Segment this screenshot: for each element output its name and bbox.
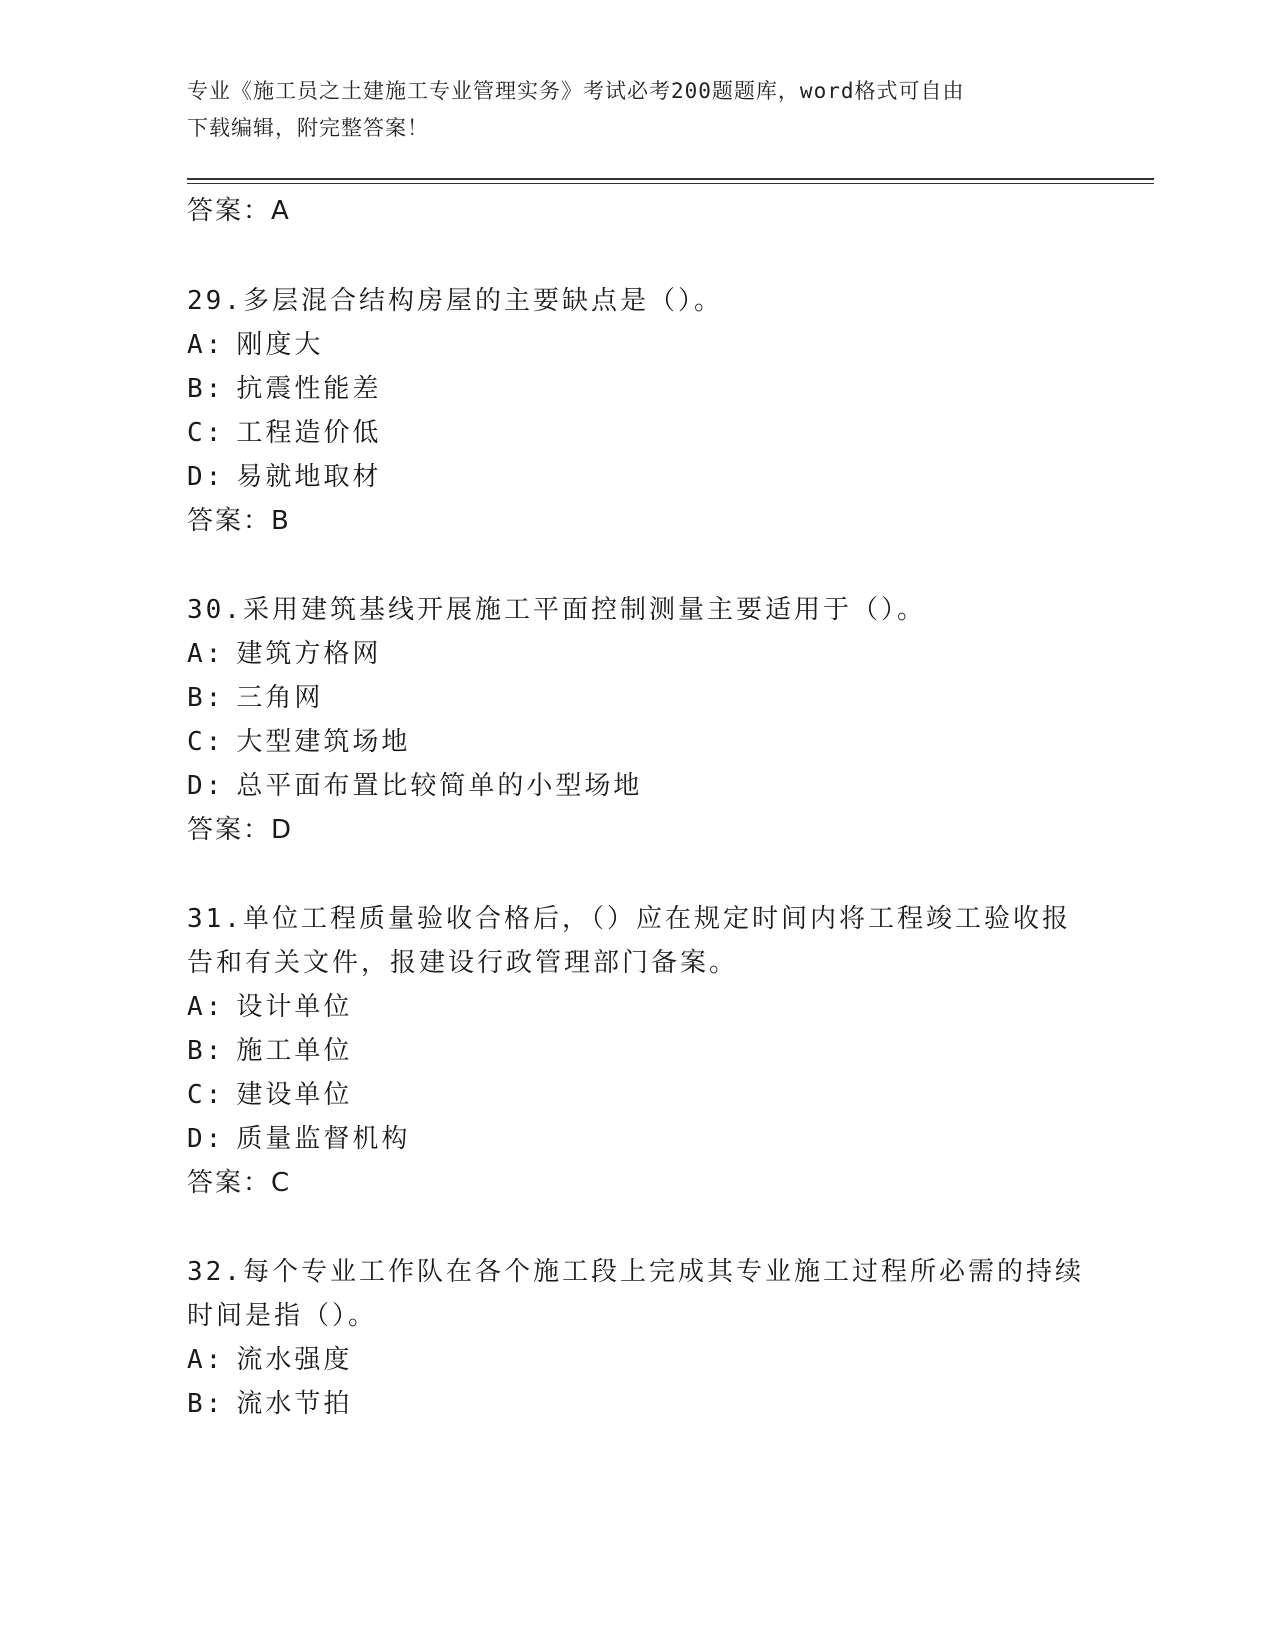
option-d — [187, 1121, 1087, 1157]
question-stem-continued: 时间是指（）。 — [187, 1301, 378, 1331]
question-stem: 32.每个专业工作队在各个施工段上完成其专业施工过程所必需的持续 — [187, 1257, 1084, 1287]
option-text: 质量监督机构 — [236, 1124, 411, 1154]
option-text: 建设单位 — [236, 1080, 353, 1110]
option-key: B: — [187, 1036, 225, 1066]
option-key: A: — [187, 992, 225, 1022]
option-text: 流水强度 — [236, 1345, 353, 1375]
header-line-1: 专业《施工员之土建施工专业管理实务》考试必考200题题库，word格式可自由 — [187, 79, 965, 103]
question-stem: 29.多层混合结构房屋的主要缺点是（）。 — [187, 286, 723, 316]
option-b — [187, 680, 1087, 716]
option-c — [187, 1077, 1087, 1113]
answer-line: 答案：C — [187, 1168, 292, 1198]
option-key: A: — [187, 330, 225, 360]
option-b — [187, 1033, 1087, 1069]
header-line-2: 下载编辑，附完整答案！ — [187, 116, 429, 140]
option-b — [187, 1386, 1087, 1422]
question-stem: 31.单位工程质量验收合格后，（）应在规定时间内将工程竣工验收报 — [187, 904, 1071, 934]
option-text: 建筑方格网 — [236, 639, 382, 669]
option-key: C: — [187, 727, 225, 757]
question-stem: 30.采用建筑基线开展施工平面控制测量主要适用于（）。 — [187, 595, 926, 625]
header-divider-thin — [187, 183, 1154, 184]
option-key: C: — [187, 1080, 225, 1110]
answer-line: 答案：D — [187, 815, 294, 845]
document-header — [187, 73, 1067, 147]
option-text: 三角网 — [236, 683, 324, 713]
option-key: B: — [187, 1389, 225, 1419]
option-c — [187, 415, 1087, 451]
answer-line: 答案：B — [187, 506, 291, 536]
option-c — [187, 724, 1087, 760]
option-text: 工程造价低 — [236, 418, 382, 448]
header-divider-thick — [187, 178, 1154, 180]
option-key: A: — [187, 639, 225, 669]
option-a — [187, 1342, 1087, 1378]
option-text: 易就地取材 — [236, 462, 382, 492]
question-stem-continued: 告和有关文件，报建设行政管理部门备案。 — [187, 948, 739, 978]
option-text: 抗震性能差 — [236, 374, 382, 404]
option-a — [187, 327, 1087, 363]
option-key: B: — [187, 683, 225, 713]
option-d — [187, 459, 1087, 495]
option-key: C: — [187, 418, 225, 448]
option-key: A: — [187, 1345, 225, 1375]
option-text: 流水节拍 — [236, 1389, 353, 1419]
option-b — [187, 371, 1087, 407]
option-d — [187, 768, 1087, 804]
option-text: 刚度大 — [236, 330, 324, 360]
option-text: 施工单位 — [236, 1036, 353, 1066]
option-text: 总平面布置比较简单的小型场地 — [236, 771, 643, 801]
option-key: D: — [187, 462, 225, 492]
option-text: 大型建筑场地 — [236, 727, 411, 757]
option-key: B: — [187, 374, 225, 404]
option-key: D: — [187, 771, 225, 801]
option-a — [187, 636, 1087, 672]
option-key: D: — [187, 1124, 225, 1154]
option-a — [187, 989, 1087, 1025]
answer-line: 答案：A — [187, 196, 291, 226]
option-text: 设计单位 — [236, 992, 353, 1022]
